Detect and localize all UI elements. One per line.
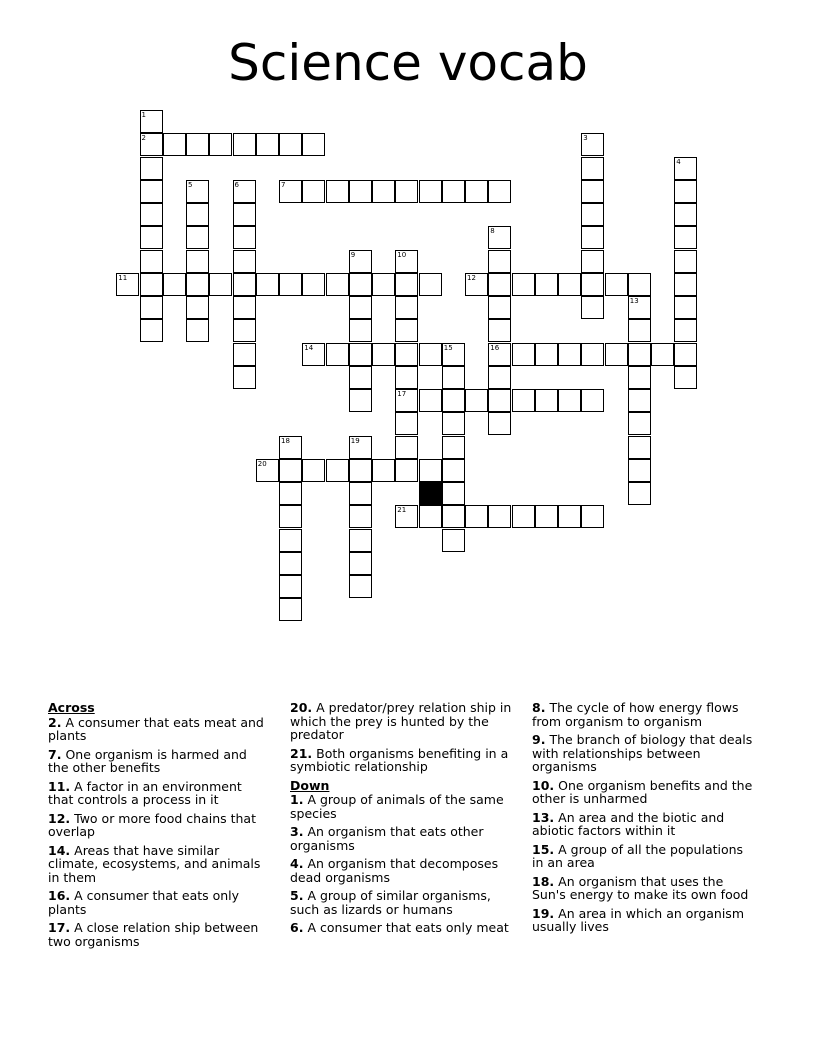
grid-cell[interactable] (186, 180, 209, 203)
grid-cell[interactable] (442, 343, 465, 366)
grid-cell[interactable] (512, 389, 535, 412)
clue-number-label: 21 (397, 506, 407, 515)
grid-cell[interactable] (581, 343, 604, 366)
grid-cell[interactable] (581, 180, 604, 203)
grid-cell[interactable] (628, 296, 651, 319)
clue-text: A group of similar organisms, such as lizards or humans (290, 888, 491, 917)
clue-number: 16. (48, 888, 71, 903)
grid-cell[interactable] (558, 505, 581, 528)
clue-number: 18. (532, 873, 555, 889)
grid-cell[interactable] (349, 296, 372, 319)
clue-number: 8. (532, 700, 546, 715)
grid-cell[interactable] (140, 250, 163, 273)
clue-number: 21. (290, 745, 313, 761)
grid-cell[interactable] (140, 273, 163, 296)
grid-cell[interactable] (279, 598, 302, 621)
grid-cell[interactable] (372, 273, 395, 296)
clue-number: 7. (48, 746, 62, 762)
clue-down-15 (532, 843, 757, 870)
clue-number-label: 16 (490, 343, 500, 352)
grid-cell[interactable] (488, 389, 511, 412)
grid-cell[interactable] (372, 180, 395, 203)
clue-across-20 (290, 701, 512, 742)
grid-cell[interactable] (512, 505, 535, 528)
clue-number-label: 17 (397, 390, 407, 398)
clue-down-9 (532, 733, 757, 774)
clue-number-label: 3 (583, 134, 588, 143)
clue-number: 17. (48, 920, 71, 935)
grid-cell[interactable] (674, 250, 697, 273)
grid-cell[interactable] (581, 389, 604, 412)
clues-column-3 (532, 701, 757, 939)
clue-text: A factor in an environment that controls a process in it (48, 778, 242, 807)
clue-across-16 (48, 889, 270, 916)
grid-cell[interactable] (488, 296, 511, 319)
clue-number-label: 8 (490, 227, 495, 236)
blocked-cell (419, 482, 442, 505)
grid-cell[interactable] (279, 459, 302, 482)
clue-down-18 (532, 875, 757, 902)
grid-cell[interactable] (535, 389, 558, 412)
grid-cell[interactable] (349, 343, 372, 366)
clue-text: The branch of biology that deals with relationships between organisms (532, 732, 753, 774)
clue-text: Both organisms benefiting in a symbiotic relationship (290, 745, 509, 774)
across-heading: Across (48, 700, 95, 715)
clues-column-1 (48, 701, 270, 953)
clue-down-4 (290, 857, 512, 884)
grid-cell[interactable] (372, 459, 395, 482)
clue-number-label: 5 (188, 180, 193, 189)
grid-cell[interactable] (512, 273, 535, 296)
clue-text: An area and the biotic and abiotic factors within it (532, 809, 725, 838)
grid-cell[interactable] (581, 133, 604, 156)
grid-cell[interactable] (465, 505, 488, 528)
grid-cell[interactable] (442, 366, 465, 389)
grid-cell[interactable] (256, 273, 279, 296)
grid-cell[interactable] (442, 529, 465, 552)
clue-number: 1. (290, 792, 304, 807)
grid-cell[interactable] (674, 226, 697, 249)
clue-number: 12. (48, 810, 71, 826)
clue-text: A group of all the populations in an area (532, 841, 744, 870)
grid-cell[interactable] (628, 482, 651, 505)
clue-down-19 (532, 907, 757, 934)
grid-cell[interactable] (186, 133, 209, 156)
grid-cell[interactable] (395, 273, 418, 296)
clue-number-label: 20 (257, 459, 267, 468)
grid-cell[interactable] (233, 226, 256, 249)
grid-cell[interactable] (535, 273, 558, 296)
clue-number: 5. (290, 888, 304, 903)
grid-cell[interactable] (186, 296, 209, 319)
grid-cell[interactable] (279, 505, 302, 528)
clue-across-17 (48, 921, 270, 948)
grid-cell[interactable] (279, 133, 302, 156)
clue-number-label: 9 (350, 250, 356, 259)
grid-cell[interactable] (419, 459, 442, 482)
grid-cell[interactable] (628, 343, 651, 366)
grid-cell[interactable] (442, 459, 465, 482)
grid-cell[interactable] (395, 412, 418, 435)
grid-cell[interactable] (442, 436, 465, 459)
grid-cell[interactable] (488, 505, 511, 528)
clue-number: 20. (290, 700, 313, 715)
grid-cell[interactable] (163, 273, 186, 296)
grid-cell[interactable] (628, 412, 651, 435)
clue-text: An organism that uses the Sun's energy to make its own food (532, 873, 749, 902)
grid-cell[interactable] (140, 110, 163, 133)
grid-cell[interactable] (140, 226, 163, 249)
clue-text: The cycle of how energy flows from organism to organism (532, 700, 739, 729)
grid-cell[interactable] (581, 296, 604, 319)
grid-cell[interactable] (581, 273, 604, 296)
grid-cell[interactable] (465, 389, 488, 412)
clue-text: One organism benefits and the other is unharmed (532, 777, 753, 806)
clue-number-label: 19 (350, 436, 360, 445)
clue-number: 9. (532, 732, 546, 747)
grid-cell[interactable] (419, 180, 442, 203)
grid-cell[interactable] (395, 180, 418, 203)
grid-cell[interactable] (419, 389, 442, 412)
grid-cell[interactable] (186, 319, 209, 342)
grid-cell[interactable] (674, 180, 697, 203)
grid-cell[interactable] (349, 389, 372, 412)
clue-number-label: 12 (467, 273, 476, 282)
clue-text: A consumer that eats only plants (48, 888, 240, 917)
grid-cell[interactable] (674, 319, 697, 342)
grid-cell[interactable] (326, 180, 349, 203)
grid-cell[interactable] (279, 180, 302, 203)
page-title: Science vocab (228, 34, 588, 92)
grid-cell[interactable] (395, 459, 418, 482)
clue-down-1 (290, 793, 512, 820)
clue-number: 4. (290, 856, 304, 871)
grid-cell[interactable] (442, 389, 465, 412)
clue-text: Two or more food chains that overlap (48, 810, 256, 839)
grid-cell[interactable] (349, 436, 372, 459)
clue-text: A predator/prey relation ship in which the prey is hunted by the predator (290, 700, 512, 742)
clue-down-10 (532, 779, 757, 806)
grid-cell[interactable] (279, 273, 302, 296)
clue-number-label: 7 (281, 180, 286, 189)
grid-cell[interactable] (558, 389, 581, 412)
clue-across-12 (48, 812, 270, 839)
grid-cell[interactable] (279, 482, 302, 505)
clue-text: A group of animals of the same species (290, 792, 504, 821)
grid-cell[interactable] (302, 343, 325, 366)
clue-number-label: 4 (676, 157, 681, 166)
clue-down-6 (290, 921, 512, 935)
clue-text: An organism that eats other organisms (290, 824, 484, 853)
clue-down-13 (532, 811, 757, 838)
grid-cell[interactable] (605, 343, 628, 366)
grid-cell[interactable] (488, 343, 511, 366)
clue-number: 10. (532, 777, 555, 793)
grid-cell[interactable] (605, 273, 628, 296)
grid-cell[interactable] (140, 180, 163, 203)
grid-cell[interactable] (349, 459, 372, 482)
clue-text: A consumer that eats meat and plants (48, 714, 264, 743)
clue-number-label: 10 (397, 250, 407, 259)
grid-cell[interactable] (674, 203, 697, 226)
grid-cell[interactable] (674, 157, 697, 180)
grid-cell[interactable] (233, 250, 256, 273)
grid-cell[interactable] (419, 273, 442, 296)
grid-cell[interactable] (186, 203, 209, 226)
grid-cell[interactable] (233, 319, 256, 342)
grid-cell[interactable] (163, 133, 186, 156)
grid-cell[interactable] (233, 296, 256, 319)
clue-down-3 (290, 825, 512, 852)
grid-cell[interactable] (581, 226, 604, 249)
clue-text: An area in which an organism usually lives (532, 905, 744, 934)
clue-number: 11. (48, 778, 71, 794)
grid-cell[interactable] (488, 250, 511, 273)
grid-cell[interactable] (279, 552, 302, 575)
clue-text: One organism is harmed and the other benefits (48, 746, 247, 775)
grid-cell[interactable] (116, 273, 139, 296)
grid-cell[interactable] (395, 389, 418, 412)
grid-cell[interactable] (349, 250, 372, 273)
grid-cell[interactable] (140, 133, 163, 156)
grid-cell[interactable] (395, 296, 418, 319)
grid-cell[interactable] (349, 529, 372, 552)
clue-down-8 (532, 701, 757, 728)
grid-cell[interactable] (395, 436, 418, 459)
clue-number: 6. (290, 920, 304, 935)
grid-cell[interactable] (395, 250, 418, 273)
grid-cell[interactable] (302, 133, 325, 156)
grid-cell[interactable] (302, 459, 325, 482)
grid-cell[interactable] (256, 133, 279, 156)
grid-cell[interactable] (233, 366, 256, 389)
grid-cell[interactable] (581, 505, 604, 528)
grid-cell[interactable] (674, 366, 697, 389)
grid-cell[interactable] (302, 273, 325, 296)
grid-cell[interactable] (651, 343, 674, 366)
grid-cell[interactable] (628, 366, 651, 389)
grid-cell[interactable] (326, 273, 349, 296)
grid-cell[interactable] (535, 343, 558, 366)
clue-down-5 (290, 889, 512, 916)
grid-cell[interactable] (488, 412, 511, 435)
grid-cell[interactable] (209, 133, 232, 156)
grid-cell[interactable] (349, 319, 372, 342)
grid-cell[interactable] (488, 180, 511, 203)
grid-cell[interactable] (349, 575, 372, 598)
clue-number-label: 14 (304, 343, 314, 352)
grid-cell[interactable] (326, 343, 349, 366)
grid-cell[interactable] (558, 273, 581, 296)
clue-number: 14. (48, 842, 71, 858)
grid-cell[interactable] (349, 180, 372, 203)
down-heading: Down (290, 777, 330, 793)
grid-cell[interactable] (558, 343, 581, 366)
grid-cell[interactable] (233, 180, 256, 203)
grid-cell[interactable] (395, 319, 418, 342)
grid-cell[interactable] (674, 343, 697, 366)
clue-number: 2. (48, 714, 62, 730)
grid-cell[interactable] (349, 552, 372, 575)
grid-cell[interactable] (256, 459, 279, 482)
clue-across-21 (290, 747, 512, 774)
grid-cell[interactable] (674, 296, 697, 319)
grid-cell[interactable] (186, 250, 209, 273)
grid-cell[interactable] (140, 319, 163, 342)
grid-cell[interactable] (349, 366, 372, 389)
clue-number-label: 2 (141, 134, 146, 143)
grid-cell[interactable] (279, 436, 302, 459)
grid-cell[interactable] (186, 273, 209, 296)
grid-cell[interactable] (465, 273, 488, 296)
grid-cell[interactable] (581, 157, 604, 180)
clue-number: 19. (532, 905, 555, 921)
grid-cell[interactable] (419, 343, 442, 366)
clue-text: Areas that have similar climate, ecosystems, and animals in them (48, 842, 261, 885)
grid-cell[interactable] (349, 273, 372, 296)
grid-cell[interactable] (302, 180, 325, 203)
clue-number: 3. (290, 824, 304, 839)
grid-cell[interactable] (279, 575, 302, 598)
grid-cell[interactable] (442, 180, 465, 203)
grid-cell[interactable] (628, 273, 651, 296)
clue-number-label: 15 (443, 343, 453, 352)
grid-cell[interactable] (140, 203, 163, 226)
grid-cell[interactable] (442, 412, 465, 435)
clue-number-label: 6 (234, 180, 239, 189)
clue-text: An organism that decomposes dead organisms (290, 856, 499, 885)
grid-cell[interactable] (465, 180, 488, 203)
grid-cell[interactable] (279, 529, 302, 552)
clue-across-14 (48, 844, 270, 885)
grid-cell[interactable] (488, 319, 511, 342)
grid-cell[interactable] (233, 273, 256, 296)
grid-cell[interactable] (581, 203, 604, 226)
clue-text: A consumer that eats only meat (307, 920, 509, 935)
grid-cell[interactable] (581, 250, 604, 273)
clue-text: A close relation ship between two organisms (48, 920, 259, 949)
grid-cell[interactable] (674, 273, 697, 296)
grid-cell[interactable] (628, 319, 651, 342)
grid-cell[interactable] (233, 133, 256, 156)
grid-cell[interactable] (442, 482, 465, 505)
clue-number: 13. (532, 809, 555, 825)
grid-cell[interactable] (628, 459, 651, 482)
grid-cell[interactable] (140, 296, 163, 319)
grid-cell[interactable] (442, 505, 465, 528)
clue-number-label: 18 (281, 436, 290, 445)
grid-cell[interactable] (419, 505, 442, 528)
grid-cell[interactable] (140, 157, 163, 180)
grid-cell[interactable] (395, 505, 418, 528)
grid-cell[interactable] (326, 459, 349, 482)
grid-cell[interactable] (372, 343, 395, 366)
grid-cell[interactable] (488, 226, 511, 249)
grid-cell[interactable] (395, 343, 418, 366)
grid-cell[interactable] (349, 505, 372, 528)
grid-cell[interactable] (488, 366, 511, 389)
clue-number-label: 11 (118, 273, 128, 282)
clue-across-7 (48, 748, 270, 775)
clue-number: 15. (532, 841, 555, 857)
clue-across-11 (48, 780, 270, 807)
grid-cell[interactable] (186, 226, 209, 249)
grid-cell[interactable] (209, 273, 232, 296)
grid-cell[interactable] (535, 505, 558, 528)
clue-across-2 (48, 716, 270, 743)
grid-cell[interactable] (349, 482, 372, 505)
grid-cell[interactable] (488, 273, 511, 296)
grid-cell[interactable] (628, 389, 651, 412)
grid-cell[interactable] (628, 436, 651, 459)
clue-number-label: 1 (141, 111, 146, 119)
grid-cell[interactable] (233, 343, 256, 366)
clues-column-2 (290, 701, 512, 940)
grid-cell[interactable] (395, 366, 418, 389)
grid-cell[interactable] (233, 203, 256, 226)
clue-number-label: 13 (629, 297, 639, 305)
grid-cell[interactable] (512, 343, 535, 366)
